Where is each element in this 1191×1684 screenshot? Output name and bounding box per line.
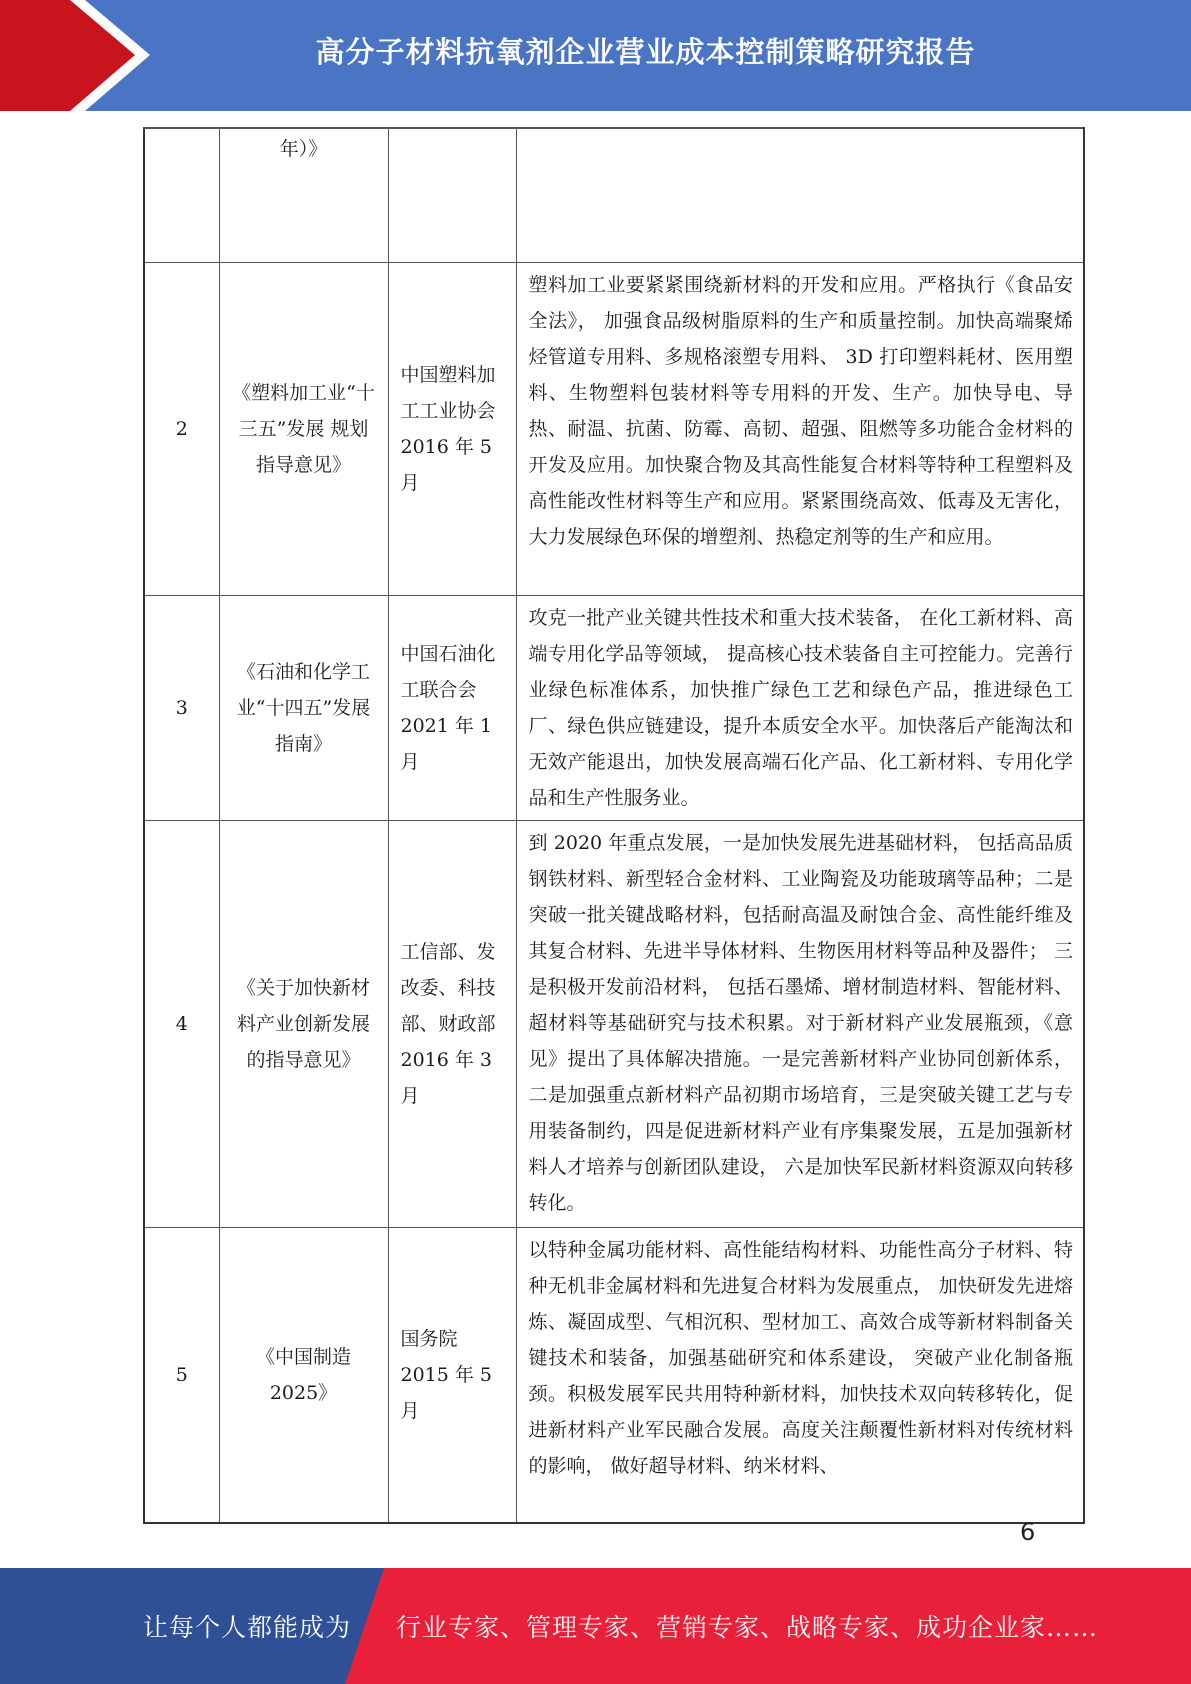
row-number: 3 (144, 595, 219, 820)
table-row (144, 1227, 1084, 1523)
table-row (144, 128, 1084, 262)
table-row (144, 262, 1084, 595)
policy-content: 以特种金属功能材料、高性能结构材料、功能性高分子材料、特种无机非金属材料和先进复合材料为发展重点， 加快研发先进熔炼、凝固成型、气相沉积、型材加工、高效合成等新材料制备关键技术和装备，加强基础研究和体系建设， 突破产业化制备瓶颈。积极发展军民共用特种新材料，加快技术双向转移转化，促进新材料产业军民融合发展。高度关注颠覆性新材料对传统材料的影响， 做好超导材料、纳米材料、 (516, 1227, 1084, 1523)
footer-banner (0, 1568, 1191, 1684)
policy-issuer: 工信部、发改委、科技部、财政部 2016 年 3 月 (388, 820, 516, 1227)
policy-content: 攻克一批产业关键共性技术和重大技术装备， 在化工新材料、高端专用化学品等领域， 提高核心技术装备自主可控能力。完善行业绿色标准体系，加快推广绿色工艺和绿色产品，推进绿色工厂、绿色供应链建设，提升本质安全水平。加快落后产能淘汰和无效产能退出，加快发展高端石化产品、化工新材料、专用化学品和生产性服务业。 (516, 595, 1084, 820)
policy-issuer: 中国塑料加工工业协会 2016 年 5 月 (388, 262, 516, 595)
footer-slogan-right: 行业专家、管理专家、营销专家、战略专家、成功企业家…… (396, 1613, 1099, 1642)
row-number: 4 (144, 820, 219, 1227)
policy-table (143, 127, 1085, 1524)
row-number (144, 128, 219, 262)
policy-issuer (388, 128, 516, 262)
table-row (144, 595, 1084, 820)
policy-content: 到 2020 年重点发展，一是加快发展先进基础材料， 包括高品质钢铁材料、新型轻合金材料、工业陶瓷及功能玻璃等品种；二是突破一批关键战略材料，包括耐高温及耐蚀合金、高性能纤维及其复合材料、先进半导体材料、生物医用材料等品种及器件； 三是积极开发前沿材料， 包括石墨烯、增材制造材料、智能材料、超材料等基础研究与技术积累。对于新材料产业发展瓶颈，《意见》提出了具体解决措施。一是完善新材料产业协同创新体系， 二是加强重点新材料产品初期市场培育，三是突破关键工艺与专用装备制约，四是促进新材料产业有序集聚发展，五是加强新材料人才培养与创新团队建设， 六是加快军民新材料资源双向转移转化。 (516, 820, 1084, 1227)
policy-issuer: 中国石油化工联合会 2021 年 1 月 (388, 595, 516, 820)
footer-slogan-left: 让每个人都能成为 (143, 1613, 352, 1642)
header-banner (0, 0, 1191, 111)
policy-name: 《塑料加工业“十三五”发展 规划指导意见》 (219, 262, 388, 595)
row-number: 5 (144, 1227, 219, 1523)
policy-name: 《中国制造 2025》 (219, 1227, 388, 1523)
policy-name: 《石油和化学工业“十四五”发展指南》 (219, 595, 388, 820)
policy-name: 年）》 (219, 128, 388, 262)
table-row (144, 820, 1084, 1227)
policy-issuer: 国务院 2015 年 5 月 (388, 1227, 516, 1523)
page-number: 6 (1020, 1518, 1036, 1546)
document-title: 高分子材料抗氧剂企业营业成本控制策略研究报告 (315, 34, 976, 69)
policy-name: 《关于加快新材料产业创新发展的指导意见》 (219, 820, 388, 1227)
policy-content: 塑料加工业要紧紧围绕新材料的开发和应用。严格执行《食品安全法》， 加强食品级树脂原料的生产和质量控制。加快高端聚烯烃管道专用料、多规格滚塑专用料、 3D 打印塑料耗材、医用塑料、生物塑料包装材料等专用料的开发、生产。加快导电、导热、耐温、抗菌、防霉、高韧、超强、阻燃等多功能合金材料的开发及应用。加快聚合物及其高性能复合材料等特种工程塑料及高性能改性材料等生产和应用。紧紧围绕高效、低毒及无害化，大力发展绿色环保的增塑剂、热稳定剂等的生产和应用。 (516, 262, 1084, 595)
row-number: 2 (144, 262, 219, 595)
policy-content (516, 128, 1084, 262)
